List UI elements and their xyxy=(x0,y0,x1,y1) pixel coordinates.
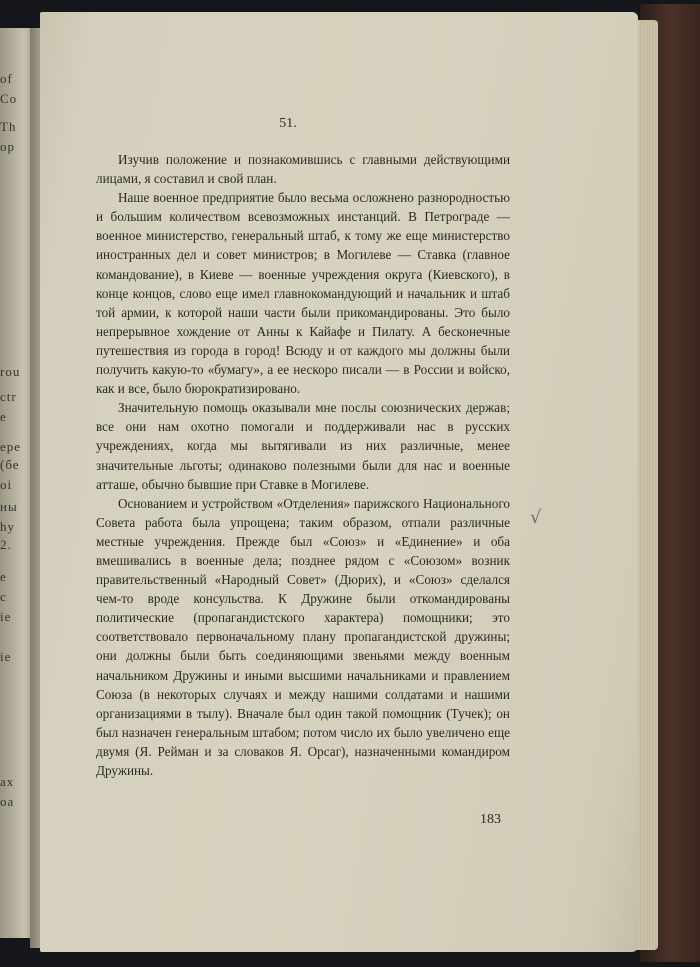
page-number: 183 xyxy=(480,812,501,827)
left-page-text-fragment: oa xyxy=(0,794,15,809)
left-page xyxy=(0,28,34,938)
left-page-text-fragment: hy xyxy=(0,519,15,534)
left-page-text-fragment: ax xyxy=(0,774,15,789)
left-page-text-fragment: of xyxy=(0,71,13,86)
left-page-text-fragment: e xyxy=(0,569,7,584)
chapter-number: 51. xyxy=(279,116,297,131)
left-page-text-fragment: e xyxy=(0,409,7,424)
left-page-text-fragment: ie xyxy=(0,609,12,624)
margin-checkmark: √ xyxy=(530,507,542,528)
left-page-text-fragment: (бе xyxy=(0,457,20,472)
paragraph: Наше военное предприятие было весьма осложнено разнородностью и большим количеством всевозможных инстанций. В Петрограде — военное министерство, генеральный штаб, к тому же еще министерство иностранных дел и совет министров; в Могилеве — Ставка (главное командование), в Киеве — военные учреждения округа (Киевского), в конце концов, слово еще имел главнокомандующий и начальник и штаб той армии, к которой наши части были прикомандированы. Это было непрерывное хождение от Анны к Кайафе и Пилату. А бесконечные путешествия из города в город! Всюду и от каждого мы должны были получить какую-то «бумагу», а ее нескоро писали — в России и войско, как и все, было бюрократизировано. xyxy=(96,190,510,397)
paragraph: Основанием и устройством «Отделения» парижского Национального Совета работа была упрощена; таким образом, отпали различные местные учреждения. Прежде был «Союз» и «Единение» и оба вмешивались в военные дела; позднее рядом с «Союзом» возник правительственный «Народный Совет» (Дюрих), и «Союз» сделался чем-то вроде консульства. К Дружине были откомандированы политические (пропагандистского характера) помощники; это соответствовало первоначальному плану пропагандистской дружины; они должны были быть соединяющими звеньями между военным начальником Дружины и иными высшими начальниками и правлением Союза (в некоторых случаях и между нашими солдатами и нашими организациями в тылу). Вначале был один такой помощник (Тучек); он был назначен генеральным штабом; потом число их было увеличено еще двумя (Я. Рейман и за словаков Я. Орсаг), назначенными командиром Дружины. xyxy=(96,495,510,778)
left-page-text-fragment: oi xyxy=(0,477,13,492)
left-page-text-fragment: c xyxy=(0,589,7,604)
paragraph: Значительную помощь оказывали мне послы союзнических держав; все они нам охотно помогали и поддерживали нас в русских учреждениях, когда мы вытягивали из них различные, менее значительные льготы; одинаково полезными были для нас и военные атташе, обычно бывшие при Ставке в Могилеве. xyxy=(96,400,510,492)
paragraph: Изучив положение и познакомившись с главными действующими лицами, я составил и свой план. xyxy=(96,152,510,187)
left-page-text-fragment: epe xyxy=(0,439,22,454)
left-page-text-fragment: ctr xyxy=(0,389,17,404)
left-page-text-fragment: op xyxy=(0,139,15,154)
left-page-text-fragment: 2. xyxy=(0,537,12,552)
left-page-text-fragment: Th xyxy=(0,119,17,134)
left-page-text-fragment: ie xyxy=(0,649,12,664)
body-text xyxy=(96,150,510,780)
left-page-text-fragment: rou xyxy=(0,364,21,379)
left-page-text-fragment: Co xyxy=(0,91,18,106)
left-page-text-fragment: ны xyxy=(0,499,18,514)
